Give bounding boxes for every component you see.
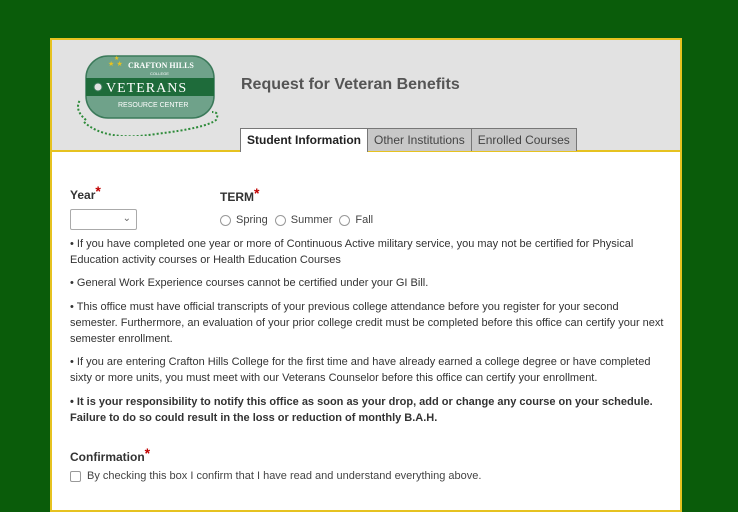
svg-text:RESOURCE CENTER: RESOURCE CENTER bbox=[118, 102, 189, 109]
term-required-marker: * bbox=[254, 185, 260, 201]
svg-text:★ ★: ★ ★ bbox=[108, 60, 123, 68]
year-select[interactable] bbox=[70, 209, 137, 230]
veterans-resource-center-logo bbox=[66, 50, 236, 136]
confirmation-checkbox-row[interactable] bbox=[70, 470, 481, 482]
summer-label: Summer bbox=[290, 214, 333, 226]
term-field-group bbox=[220, 185, 380, 226]
svg-text:CRAFTON HILLS: CRAFTON HILLS bbox=[128, 61, 194, 70]
chevron-down-icon: ⌄ bbox=[122, 213, 131, 224]
spring-label: Spring bbox=[236, 214, 268, 226]
svg-text:COLLEGE: COLLEGE bbox=[150, 71, 169, 76]
term-option-fall[interactable] bbox=[339, 214, 373, 226]
confirmation-text: By checking this box I confirm that I have read and understand everything above. bbox=[87, 470, 482, 482]
fall-label: Fall bbox=[355, 214, 374, 226]
term-option-summer[interactable] bbox=[275, 214, 333, 226]
page-title: Request for Veteran Benefits bbox=[241, 76, 460, 93]
summer-radio[interactable] bbox=[275, 215, 286, 226]
responsibility-notice: • It is your responsibility to notify this office as soon as your drop, add or change any course on your schedule. Failure to do so could result in the loss or reduction of monthly B.A.H. bbox=[70, 396, 653, 424]
tab-bar bbox=[240, 128, 576, 152]
confirmation-label: Confirmation bbox=[70, 450, 145, 464]
info-paragraph: • If you are entering Crafton Hills College for the first time and have already earned a college degree or have completed sixty or more units, you must meet with our Veterans Counselor before this office can certify your enrollment. bbox=[70, 356, 651, 384]
form-header bbox=[52, 40, 680, 152]
year-label: Year bbox=[70, 188, 96, 202]
info-paragraph: • If you have completed one year or more of Continuous Active military service, you may not be certified for Physical Education activity courses or Health Education Courses bbox=[70, 238, 634, 266]
info-paragraph: • This office must have official transcripts of your previous college attendance before you register for your second semester. Furthermore, an evaluation of your prior college credit must be completed before this office can certify your next semester enrollment. bbox=[70, 301, 664, 345]
confirmation-checkbox[interactable] bbox=[70, 471, 81, 482]
svg-text:VETERANS: VETERANS bbox=[106, 81, 188, 96]
year-required-marker: * bbox=[95, 183, 101, 199]
confirmation-field-group bbox=[70, 445, 151, 466]
info-paragraph: • General Work Experience courses cannot be certified under your GI Bill. bbox=[70, 277, 429, 289]
term-radio-group bbox=[220, 214, 380, 226]
term-option-spring[interactable] bbox=[220, 214, 268, 226]
term-label: TERM bbox=[220, 190, 254, 204]
tab-student-information[interactable]: Student Information bbox=[240, 128, 368, 152]
form-frame bbox=[50, 38, 682, 512]
spring-radio[interactable] bbox=[220, 215, 231, 226]
year-field-group bbox=[70, 183, 137, 230]
svg-text:★: ★ bbox=[114, 55, 120, 62]
confirmation-required-marker: * bbox=[144, 445, 151, 461]
fall-radio[interactable] bbox=[339, 215, 350, 226]
tab-other-institutions[interactable]: Other Institutions bbox=[367, 128, 472, 151]
tab-enrolled-courses[interactable]: Enrolled Courses bbox=[471, 128, 577, 151]
